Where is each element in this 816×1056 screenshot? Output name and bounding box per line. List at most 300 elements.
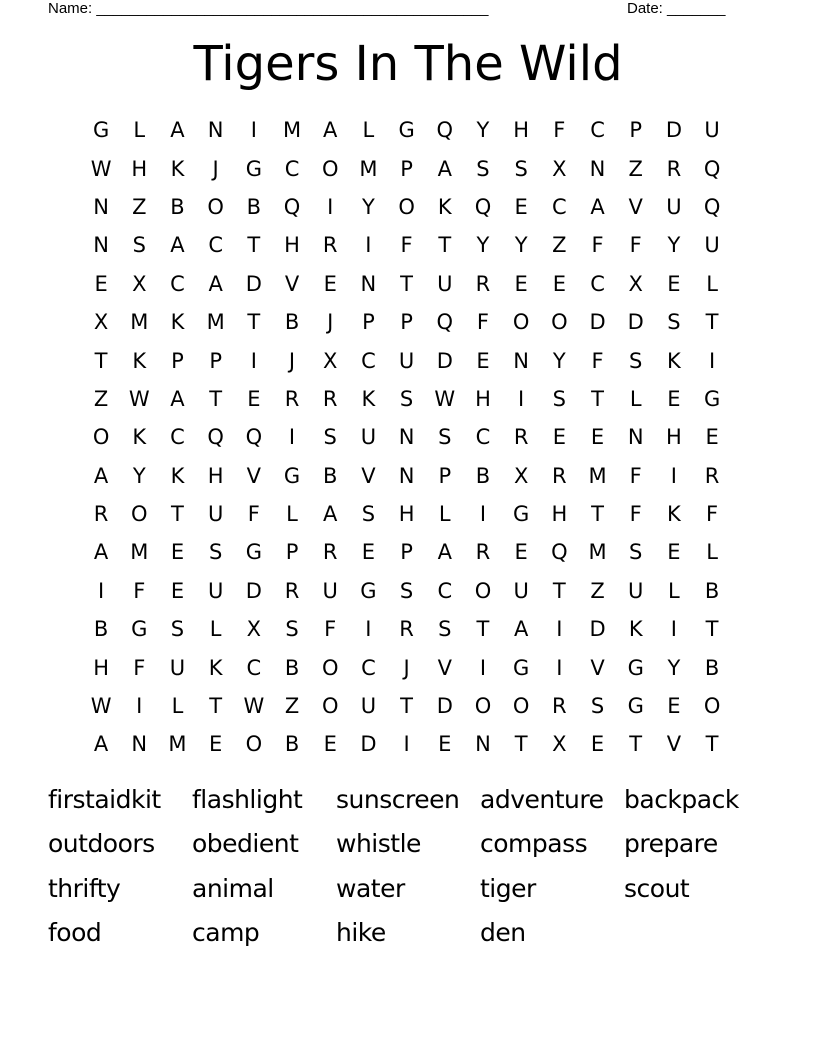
grid-letter: P — [400, 540, 413, 565]
word-list-item: tiger — [480, 873, 536, 903]
grid-letter: J — [288, 348, 296, 373]
grid-letter: E — [705, 425, 719, 450]
grid-letter: U — [322, 578, 338, 603]
grid-letter: A — [208, 271, 223, 296]
grid-letter: H — [93, 655, 109, 680]
grid-letter: R — [322, 540, 338, 565]
grid-letter: Q — [703, 194, 721, 219]
grid-letter: O — [92, 425, 110, 450]
grid-letter: K — [667, 348, 681, 373]
grid-letter: D — [589, 617, 606, 642]
grid-letter: U — [360, 694, 377, 719]
grid-letter: Y — [476, 233, 490, 258]
grid-row — [82, 188, 732, 226]
word-list — [48, 778, 768, 955]
grid-letter: E — [667, 271, 681, 296]
grid-letter: X — [246, 617, 262, 642]
word-list-item: sunscreen — [336, 785, 460, 815]
grid-letter: I — [556, 655, 563, 680]
grid-letter: K — [437, 194, 452, 219]
grid-letter: H — [131, 156, 148, 181]
grid-letter: F — [133, 578, 146, 603]
word-list-item: compass — [480, 829, 588, 859]
grid-letter: S — [361, 502, 376, 527]
grid-letter: M — [359, 156, 378, 181]
grid-letter: K — [170, 310, 185, 335]
grid-letter: Q — [436, 310, 454, 335]
grid-letter: J — [212, 156, 219, 181]
grid-letter: T — [705, 617, 719, 642]
grid-letter: Y — [667, 655, 681, 680]
word-search-grid — [82, 111, 732, 764]
grid-letter: L — [706, 271, 718, 296]
grid-letter: J — [403, 655, 410, 680]
grid-letter: R — [552, 694, 567, 719]
grid-letter: P — [285, 540, 299, 565]
grid-row — [82, 648, 732, 686]
grid-row — [82, 533, 732, 571]
grid-letter: Y — [514, 233, 528, 258]
grid-letter: E — [323, 271, 337, 296]
grid-row — [82, 265, 732, 303]
grid-letter: Y — [361, 194, 375, 219]
grid-letter: E — [170, 540, 185, 565]
grid-letter: A — [437, 540, 452, 565]
grid-letter: R — [475, 271, 491, 296]
grid-letter: I — [556, 617, 563, 642]
grid-letter: S — [629, 348, 643, 373]
grid-row — [82, 341, 732, 379]
grid-letter: S — [438, 425, 452, 450]
grid-letter: O — [551, 310, 568, 335]
grid-letter: L — [706, 540, 718, 565]
grid-letter: M — [168, 732, 187, 757]
grid-letter: W — [243, 694, 265, 719]
grid-letter: G — [513, 502, 530, 527]
grid-letter: O — [512, 694, 530, 719]
grid-letter: L — [438, 502, 451, 527]
grid-letter: I — [97, 578, 105, 603]
grid-letter: T — [171, 502, 184, 527]
grid-letter: L — [209, 617, 222, 642]
grid-letter: G — [92, 118, 110, 143]
grid-letter: E — [170, 578, 185, 603]
grid-letter: X — [552, 156, 567, 181]
grid-letter: P — [629, 118, 643, 143]
grid-letter: U — [169, 655, 186, 680]
grid-letter: S — [514, 156, 528, 181]
grid-letter: D — [245, 578, 262, 603]
grid-letter: V — [628, 194, 643, 219]
word-list-item: obedient — [192, 829, 299, 859]
grid-letter: E — [552, 425, 566, 450]
grid-letter: U — [704, 233, 720, 258]
grid-letter: N — [131, 732, 148, 757]
grid-letter: E — [667, 386, 681, 411]
grid-letter: T — [591, 502, 604, 527]
grid-letter: U — [398, 348, 415, 373]
grid-letter: M — [206, 310, 225, 335]
grid-letter: D — [436, 348, 453, 373]
grid-letter: V — [361, 463, 376, 488]
word-list-item: flashlight — [192, 785, 303, 815]
grid-letter: C — [170, 425, 185, 450]
grid-letter: T — [247, 310, 261, 335]
grid-letter: T — [400, 694, 413, 719]
grid-letter: E — [590, 732, 605, 757]
word-list-item: scout — [624, 873, 690, 903]
grid-letter: S — [323, 425, 337, 450]
grid-letter: F — [133, 655, 146, 680]
grid-letter: P — [209, 348, 222, 373]
word-list-item: water — [336, 873, 405, 903]
grid-letter: T — [514, 732, 528, 757]
grid-letter: E — [514, 194, 528, 219]
grid-letter: P — [438, 463, 452, 488]
grid-letter: A — [323, 118, 338, 143]
grid-letter: I — [250, 118, 257, 143]
grid-letter: U — [207, 502, 224, 527]
grid-letter: O — [245, 732, 263, 757]
grid-letter: O — [131, 502, 148, 527]
grid-letter: F — [629, 463, 642, 488]
grid-letter: L — [629, 386, 642, 411]
grid-row — [82, 457, 732, 495]
grid-letter: L — [286, 502, 298, 527]
grid-letter: K — [628, 617, 643, 642]
grid-letter: X — [513, 463, 529, 488]
grid-letter: R — [322, 233, 338, 258]
grid-letter: B — [246, 194, 262, 219]
grid-letter: I — [403, 732, 410, 757]
grid-letter: Q — [283, 194, 301, 219]
grid-letter: K — [208, 655, 223, 680]
grid-letter: T — [705, 732, 719, 757]
grid-letter: U — [207, 578, 224, 603]
grid-letter: D — [665, 118, 682, 143]
grid-letter: L — [171, 694, 184, 719]
word-list-item: thrifty — [48, 873, 121, 903]
grid-letter: I — [327, 194, 334, 219]
grid-letter: O — [207, 194, 224, 219]
grid-letter: Q — [474, 194, 492, 219]
grid-letter: N — [398, 463, 415, 488]
grid-letter: F — [247, 502, 260, 527]
grid-row — [82, 610, 732, 648]
grid-letter: U — [360, 425, 377, 450]
word-list-item: food — [48, 918, 102, 948]
grid-letter: E — [514, 540, 528, 565]
grid-letter: A — [590, 194, 605, 219]
grid-letter: X — [132, 271, 147, 296]
grid-letter: F — [629, 233, 642, 258]
grid-letter: R — [475, 540, 491, 565]
grid-letter: H — [398, 502, 415, 527]
grid-letter: E — [667, 694, 681, 719]
grid-letter: U — [513, 578, 529, 603]
grid-letter: R — [704, 463, 720, 488]
page-title: Tigers In The Wild — [193, 36, 623, 92]
word-list-item: hike — [336, 918, 386, 948]
grid-letter: B — [284, 732, 300, 757]
grid-letter: K — [361, 386, 376, 411]
grid-letter: M — [130, 540, 149, 565]
grid-letter: S — [438, 617, 452, 642]
grid-letter: K — [132, 348, 147, 373]
grid-letter: H — [666, 425, 682, 450]
grid-letter: D — [245, 271, 262, 296]
grid-letter: O — [474, 694, 492, 719]
word-list-item: whistle — [336, 829, 421, 859]
grid-letter: L — [133, 118, 146, 143]
grid-letter: F — [706, 502, 719, 527]
grid-letter: Q — [703, 156, 721, 181]
grid-letter: S — [132, 233, 146, 258]
grid-letter: Q — [436, 118, 454, 143]
word-list-row — [48, 867, 768, 911]
grid-letter: O — [474, 578, 492, 603]
grid-letter: G — [360, 578, 377, 603]
grid-letter: N — [475, 732, 491, 757]
grid-letter: F — [553, 118, 566, 143]
grid-letter: N — [93, 233, 109, 258]
grid-letter: A — [93, 732, 109, 757]
grid-letter: G — [627, 694, 644, 719]
grid-letter: C — [284, 156, 300, 181]
grid-letter: K — [170, 463, 185, 488]
grid-letter: E — [209, 732, 223, 757]
grid-letter: G — [131, 617, 148, 642]
grid-letter: H — [551, 502, 568, 527]
word-list-item: backpack — [624, 785, 739, 815]
grid-letter: I — [479, 502, 487, 527]
grid-letter: Z — [93, 386, 109, 411]
grid-letter: D — [589, 310, 606, 335]
grid-letter: A — [437, 156, 452, 181]
grid-letter: W — [434, 386, 456, 411]
word-list-item: outdoors — [48, 829, 155, 859]
grid-letter: I — [288, 425, 296, 450]
word-list-item: adventure — [480, 785, 604, 815]
name-field-label: Name: _______________________________________________ — [48, 0, 489, 17]
grid-letter: E — [438, 732, 452, 757]
grid-letter: E — [667, 540, 681, 565]
grid-letter: S — [552, 386, 567, 411]
grid-letter: S — [629, 540, 643, 565]
grid-letter: S — [476, 156, 490, 181]
grid-letter: G — [283, 463, 301, 488]
grid-letter: C — [246, 655, 262, 680]
grid-letter: N — [589, 156, 606, 181]
grid-letter: V — [590, 655, 605, 680]
grid-letter: R — [666, 156, 682, 181]
grid-letter: W — [90, 156, 112, 181]
grid-letter: B — [284, 310, 300, 335]
grid-letter: X — [93, 310, 109, 335]
grid-letter: Y — [132, 463, 146, 488]
grid-letter: E — [476, 348, 490, 373]
grid-letter: G — [627, 655, 644, 680]
grid-letter: T — [629, 732, 643, 757]
grid-letter: Y — [667, 233, 681, 258]
grid-letter: G — [703, 386, 721, 411]
grid-letter: I — [250, 348, 257, 373]
grid-letter: D — [360, 732, 377, 757]
grid-letter: F — [629, 502, 642, 527]
grid-letter: N — [398, 425, 415, 450]
grid-letter: C — [590, 118, 605, 143]
grid-letter: B — [475, 463, 491, 488]
grid-letter: A — [513, 617, 529, 642]
grid-letter: O — [321, 655, 339, 680]
grid-letter: M — [282, 118, 302, 143]
grid-letter: B — [704, 578, 720, 603]
grid-letter: T — [476, 617, 490, 642]
grid-letter: C — [361, 348, 376, 373]
word-list-row — [48, 911, 768, 955]
grid-letter: R — [284, 386, 300, 411]
grid-letter: S — [285, 617, 299, 642]
grid-letter: E — [323, 732, 337, 757]
grid-letter: H — [513, 118, 530, 143]
grid-letter: T — [209, 386, 223, 411]
grid-letter: K — [132, 425, 147, 450]
grid-row — [82, 226, 732, 264]
grid-letter: A — [170, 386, 185, 411]
grid-letter: A — [323, 502, 338, 527]
grid-letter: H — [475, 386, 491, 411]
grid-letter: R — [322, 386, 338, 411]
grid-letter: X — [628, 271, 643, 296]
grid-letter: T — [209, 694, 223, 719]
grid-letter: Z — [132, 194, 147, 219]
grid-letter: I — [136, 694, 143, 719]
grid-letter: C — [170, 271, 185, 296]
grid-letter: P — [171, 348, 184, 373]
grid-letter: R — [513, 425, 529, 450]
grid-letter: I — [518, 386, 525, 411]
grid-letter: B — [323, 463, 338, 488]
grid-letter: K — [170, 156, 185, 181]
grid-letter: I — [365, 617, 372, 642]
grid-letter: E — [94, 271, 108, 296]
grid-letter: D — [436, 694, 453, 719]
grid-letter: G — [245, 156, 262, 181]
grid-letter: Q — [207, 425, 224, 450]
grid-letter: B — [284, 655, 300, 680]
grid-letter: F — [591, 233, 604, 258]
grid-letter: N — [93, 194, 109, 219]
grid-letter: B — [93, 617, 109, 642]
grid-letter: T — [94, 348, 108, 373]
grid-letter: T — [591, 386, 604, 411]
grid-letter: F — [400, 233, 413, 258]
grid-letter: V — [437, 655, 452, 680]
grid-letter: A — [170, 118, 185, 143]
grid-letter: X — [552, 732, 567, 757]
grid-letter: C — [437, 578, 453, 603]
grid-row — [82, 149, 732, 187]
word-list-row — [48, 778, 768, 822]
word-list-row — [48, 822, 768, 866]
grid-letter: N — [513, 348, 530, 373]
grid-letter: M — [588, 463, 607, 488]
grid-letter: I — [479, 655, 487, 680]
grid-letter: O — [398, 194, 415, 219]
word-list-item: prepare — [624, 829, 718, 859]
grid-row — [82, 687, 732, 725]
grid-letter: F — [476, 310, 490, 335]
grid-row — [82, 572, 732, 610]
grid-letter: S — [667, 310, 681, 335]
grid-letter: S — [399, 578, 414, 603]
grid-letter: N — [360, 271, 377, 296]
grid-letter: C — [475, 425, 491, 450]
grid-letter: R — [284, 578, 300, 603]
word-list-item: animal — [192, 873, 274, 903]
grid-letter: J — [327, 310, 334, 335]
grid-letter: T — [552, 578, 566, 603]
grid-letter: P — [362, 310, 375, 335]
grid-letter: P — [400, 156, 413, 181]
grid-letter: E — [361, 540, 376, 565]
grid-letter: I — [708, 348, 716, 373]
grid-letter: C — [208, 233, 223, 258]
grid-letter: V — [666, 732, 682, 757]
grid-letter: U — [437, 271, 453, 296]
grid-letter: T — [400, 271, 413, 296]
grid-letter: U — [628, 578, 644, 603]
grid-letter: G — [513, 655, 530, 680]
word-list-item: firstaidkit — [48, 785, 161, 815]
grid-letter: C — [590, 271, 605, 296]
grid-letter: B — [704, 655, 720, 680]
header-line — [48, 0, 748, 20]
grid-letter: Y — [476, 118, 490, 143]
grid-letter: N — [207, 118, 224, 143]
grid-letter: E — [590, 425, 605, 450]
grid-letter: Z — [628, 156, 643, 181]
grid-row — [82, 380, 732, 418]
grid-letter: B — [170, 194, 185, 219]
grid-letter: K — [667, 502, 681, 527]
grid-letter: Z — [552, 233, 567, 258]
grid-letter: R — [399, 617, 414, 642]
grid-letter: V — [284, 271, 300, 296]
grid-letter: L — [668, 578, 680, 603]
date-field-label: Date: _______ — [627, 0, 726, 17]
grid-letter: Y — [552, 348, 566, 373]
grid-letter: A — [93, 540, 109, 565]
grid-row — [82, 111, 732, 149]
grid-letter: O — [512, 310, 530, 335]
grid-letter: O — [703, 694, 721, 719]
grid-letter: S — [208, 540, 223, 565]
word-list-item: camp — [192, 918, 260, 948]
grid-row — [82, 303, 732, 341]
grid-letter: D — [627, 310, 644, 335]
grid-letter: U — [704, 118, 720, 143]
grid-letter: T — [705, 310, 719, 335]
grid-letter: R — [552, 463, 567, 488]
grid-letter: N — [627, 425, 644, 450]
grid-letter: I — [670, 617, 677, 642]
grid-letter: T — [247, 233, 261, 258]
grid-letter: Z — [590, 578, 605, 603]
grid-letter: M — [130, 310, 149, 335]
grid-letter: I — [670, 463, 677, 488]
grid-letter: C — [552, 194, 567, 219]
